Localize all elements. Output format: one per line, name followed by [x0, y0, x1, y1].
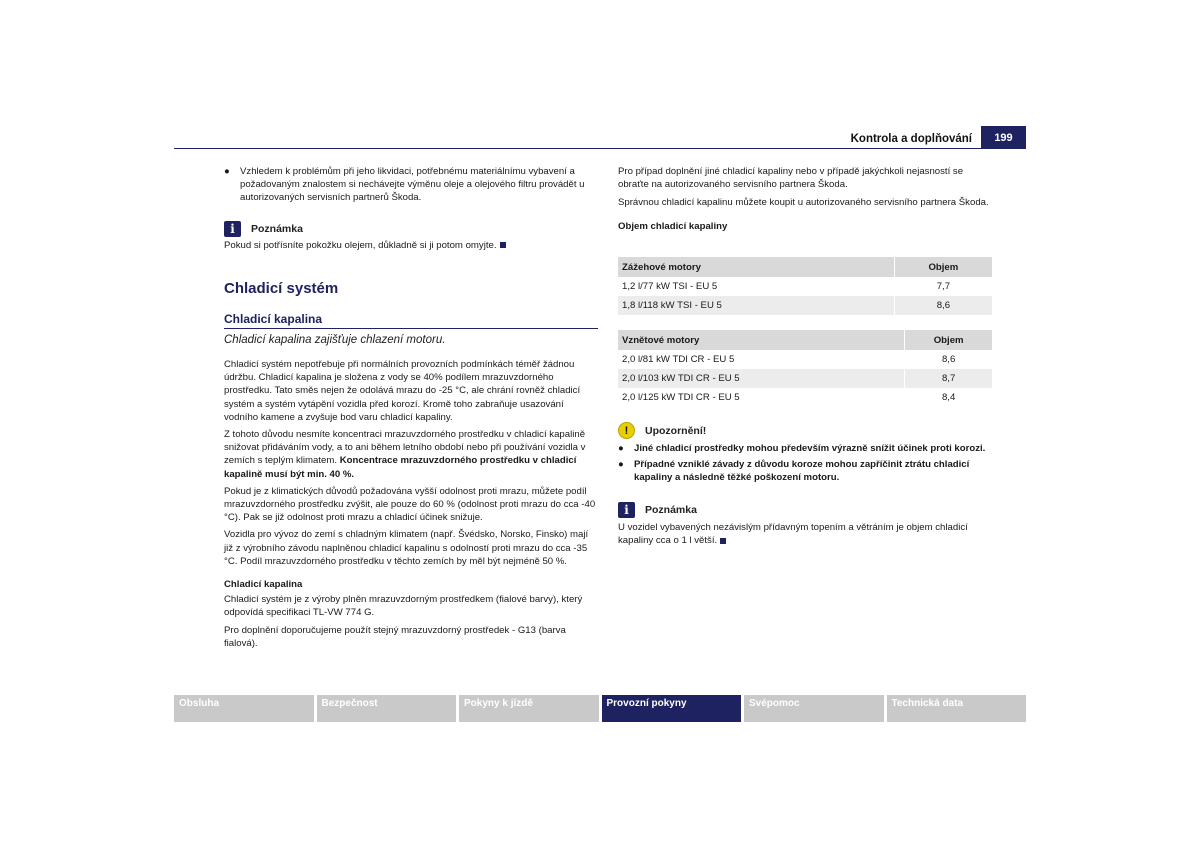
left-bullet-block — [224, 165, 599, 205]
engine-cell: 1,8 l/118 kW TSI - EU 5 — [618, 296, 894, 315]
chapter-tabs — [174, 695, 1026, 722]
column-header: Objem — [905, 330, 992, 350]
table-row — [618, 388, 992, 407]
info-icon: i — [224, 221, 241, 237]
info-icon: i — [618, 502, 635, 518]
end-mark-icon — [720, 538, 726, 544]
paragraph-bold-text: Koncentrace mrazuvzdorného prostředku v chladicí kapalině musí být min. 40 %. — [224, 455, 577, 480]
chapter-title: Kontrola a doplňování — [850, 133, 972, 145]
volume-cell: 7,7 — [936, 281, 951, 292]
paragraph-text: Z tohoto důvodu nesmíte koncentraci mrazuvzdorného prostředku v chladicí kapalině snižovat přidáváním vody, a to ani během letního období nebo při používání vozidla v zemích s teplým klimatem. — [224, 429, 586, 467]
tab-technicka-data[interactable]: Technická data — [887, 695, 1027, 722]
tab-pokyny-k-jizde[interactable]: Pokyny k jízdě — [459, 695, 599, 722]
subsection-title: Chladicí kapalina — [224, 312, 323, 326]
paragraph: Chladicí systém nepotřebuje při normálních provozních podmínkách téměř žádnou údržbu. Chladicí kapalina je složena z vody se 40% podílem mrazuvzdorného prostředku. Tato směs nejen že odolává mrazu do -25 °C, ale chrání rovněž chladicí systém a systém vytápění vozidla před korozí. Kromě toho zabraňuje usazování vodního kamene a zvyšuje bod varu chladicí kapaliny. — [224, 359, 581, 423]
page-number: 199 — [981, 126, 1026, 149]
bullet-dot-icon: ● — [618, 459, 624, 471]
header-rule — [174, 148, 1026, 149]
section-title: Chladicí systém — [224, 280, 339, 297]
tab-obsluha[interactable]: Obsluha — [174, 695, 314, 722]
tab-provozni-pokyny[interactable]: Provozní pokyny — [602, 695, 742, 722]
table-row — [618, 369, 992, 388]
note-text-content: Pokud si potřísníte pokožku olejem, důkladně si ji potom omyjte. — [224, 240, 497, 251]
bullet-dot-icon: ● — [618, 443, 624, 454]
warning-header — [618, 422, 993, 439]
warning-icon: ! — [618, 422, 635, 439]
lead-text: Chladicí kapalina zajišťuje chlazení motoru. — [224, 334, 446, 346]
paragraph: Vozidla pro vývoz do zemí s chladným klimatem (např. Švédsko, Norsko, Finsko) mají již z výrobního závodu naplněnou chladicí kapalinu s odolností proti mrazu do cca -35 °C. Podíl mrazuvzdorného prostředku v těchto zemích by měl být nejméně 50 %. — [224, 529, 589, 567]
table-header-row — [618, 330, 992, 350]
column-header: Objem — [894, 257, 992, 277]
table-header-row — [618, 257, 992, 277]
warning-title: Upozornění! — [645, 424, 707, 437]
left-body — [224, 358, 599, 650]
diesel-engines-table-wrap — [618, 330, 992, 407]
note-title: Poznámka — [645, 504, 697, 516]
note-title: Poznámka — [251, 223, 303, 235]
engine-cell: 1,2 l/77 kW TSI - EU 5 — [618, 277, 894, 296]
bullet-item — [224, 165, 599, 205]
paragraph: Správnou chladicí kapalinu můžete koupit u autorizovaného servisního partnera Škoda. — [618, 197, 989, 209]
paragraph: Pro doplnění doporučujeme použít stejný mrazuvzdorný prostředek - G13 (barva fialová). — [224, 624, 566, 649]
end-mark-icon — [500, 242, 506, 248]
table-row — [618, 277, 992, 296]
warning-item — [618, 442, 993, 455]
warning-box — [618, 422, 993, 485]
table-row — [618, 350, 992, 369]
paragraph: Pro případ doplnění jiné chladicí kapaliny nebo v případě jakýchkoli nejasností se obraťte na autorizovaného servisního partnera Škoda. — [618, 166, 964, 191]
paragraph: Pokud je z klimatických důvodů požadována vyšší odolnost proti mrazu, můžete podíl mrazuvzdorného prostředku zvýšit, ale pouze do 60 % (odolnost proti mrazu do cca -40 °C). Pak se již odolnost proti mrazu a chladicí účinek snižuje. — [224, 485, 596, 524]
engine-cell: 2,0 l/103 kW TDI CR - EU 5 — [618, 369, 905, 388]
paragraph: Chladicí systém je z výroby plněn mrazuvzdorným prostředkem (fialové barvy), který odpovídá specifikaci TL-VW 774 G. — [224, 594, 583, 619]
note-header — [618, 502, 993, 518]
volume-cell: 8,4 — [941, 392, 956, 403]
bullet-text: Vzhledem k problémům při jeho likvidaci, potřebnému materiálnímu vybavení a požadovaným znalostem si nechávejte výměnu oleje a olejového filtru provádět u autorizovaných servisních partnerů Škoda. — [240, 166, 585, 204]
volume-cell: 8,7 — [905, 369, 992, 388]
note-box-1 — [224, 221, 599, 252]
petrol-engines-table-wrap — [618, 257, 992, 315]
table-row — [618, 296, 992, 315]
warning-item-text: Případné vzniklé závady z důvodu koroze mohou zapříčinit ztrátu chladicí kapaliny a následně těžké poškození motoru. — [634, 459, 970, 484]
subsection-rule — [224, 328, 598, 329]
engine-cell: 2,0 l/125 kW TDI CR - EU 5 — [618, 388, 905, 407]
column-header: Zážehové motory — [618, 257, 894, 277]
column-header: Vznětové motory — [618, 330, 905, 350]
bullet-dot-icon: ● — [224, 166, 230, 177]
paragraph-concentration — [224, 428, 599, 481]
tab-svepomoc[interactable]: Svépomoc — [744, 695, 884, 722]
diesel-engines-table — [618, 330, 992, 407]
petrol-engines-table — [618, 257, 992, 315]
warning-item-text: Jiné chladicí prostředky mohou především výrazně snížit účinek proti korozi. — [634, 443, 986, 454]
tab-bezpecnost[interactable]: Bezpečnost — [317, 695, 457, 722]
note-header — [224, 221, 599, 237]
volume-cell: 8,6 — [941, 354, 956, 365]
minor-heading: Chladicí kapalina — [224, 579, 303, 591]
note-text — [224, 239, 599, 252]
right-intro — [618, 165, 993, 233]
note-text-content: U vozidel vybavených nezávislým přídavným topením a větráním je objem chladicí kapaliny cca o 1 l větší. — [618, 522, 968, 547]
note-text — [618, 521, 993, 547]
engine-cell: 2,0 l/81 kW TDI CR - EU 5 — [618, 350, 905, 369]
table-heading: Objem chladicí kapaliny — [618, 220, 728, 232]
warning-item — [618, 458, 993, 484]
volume-cell: 8,6 — [894, 296, 992, 315]
note-box-2 — [618, 502, 993, 547]
